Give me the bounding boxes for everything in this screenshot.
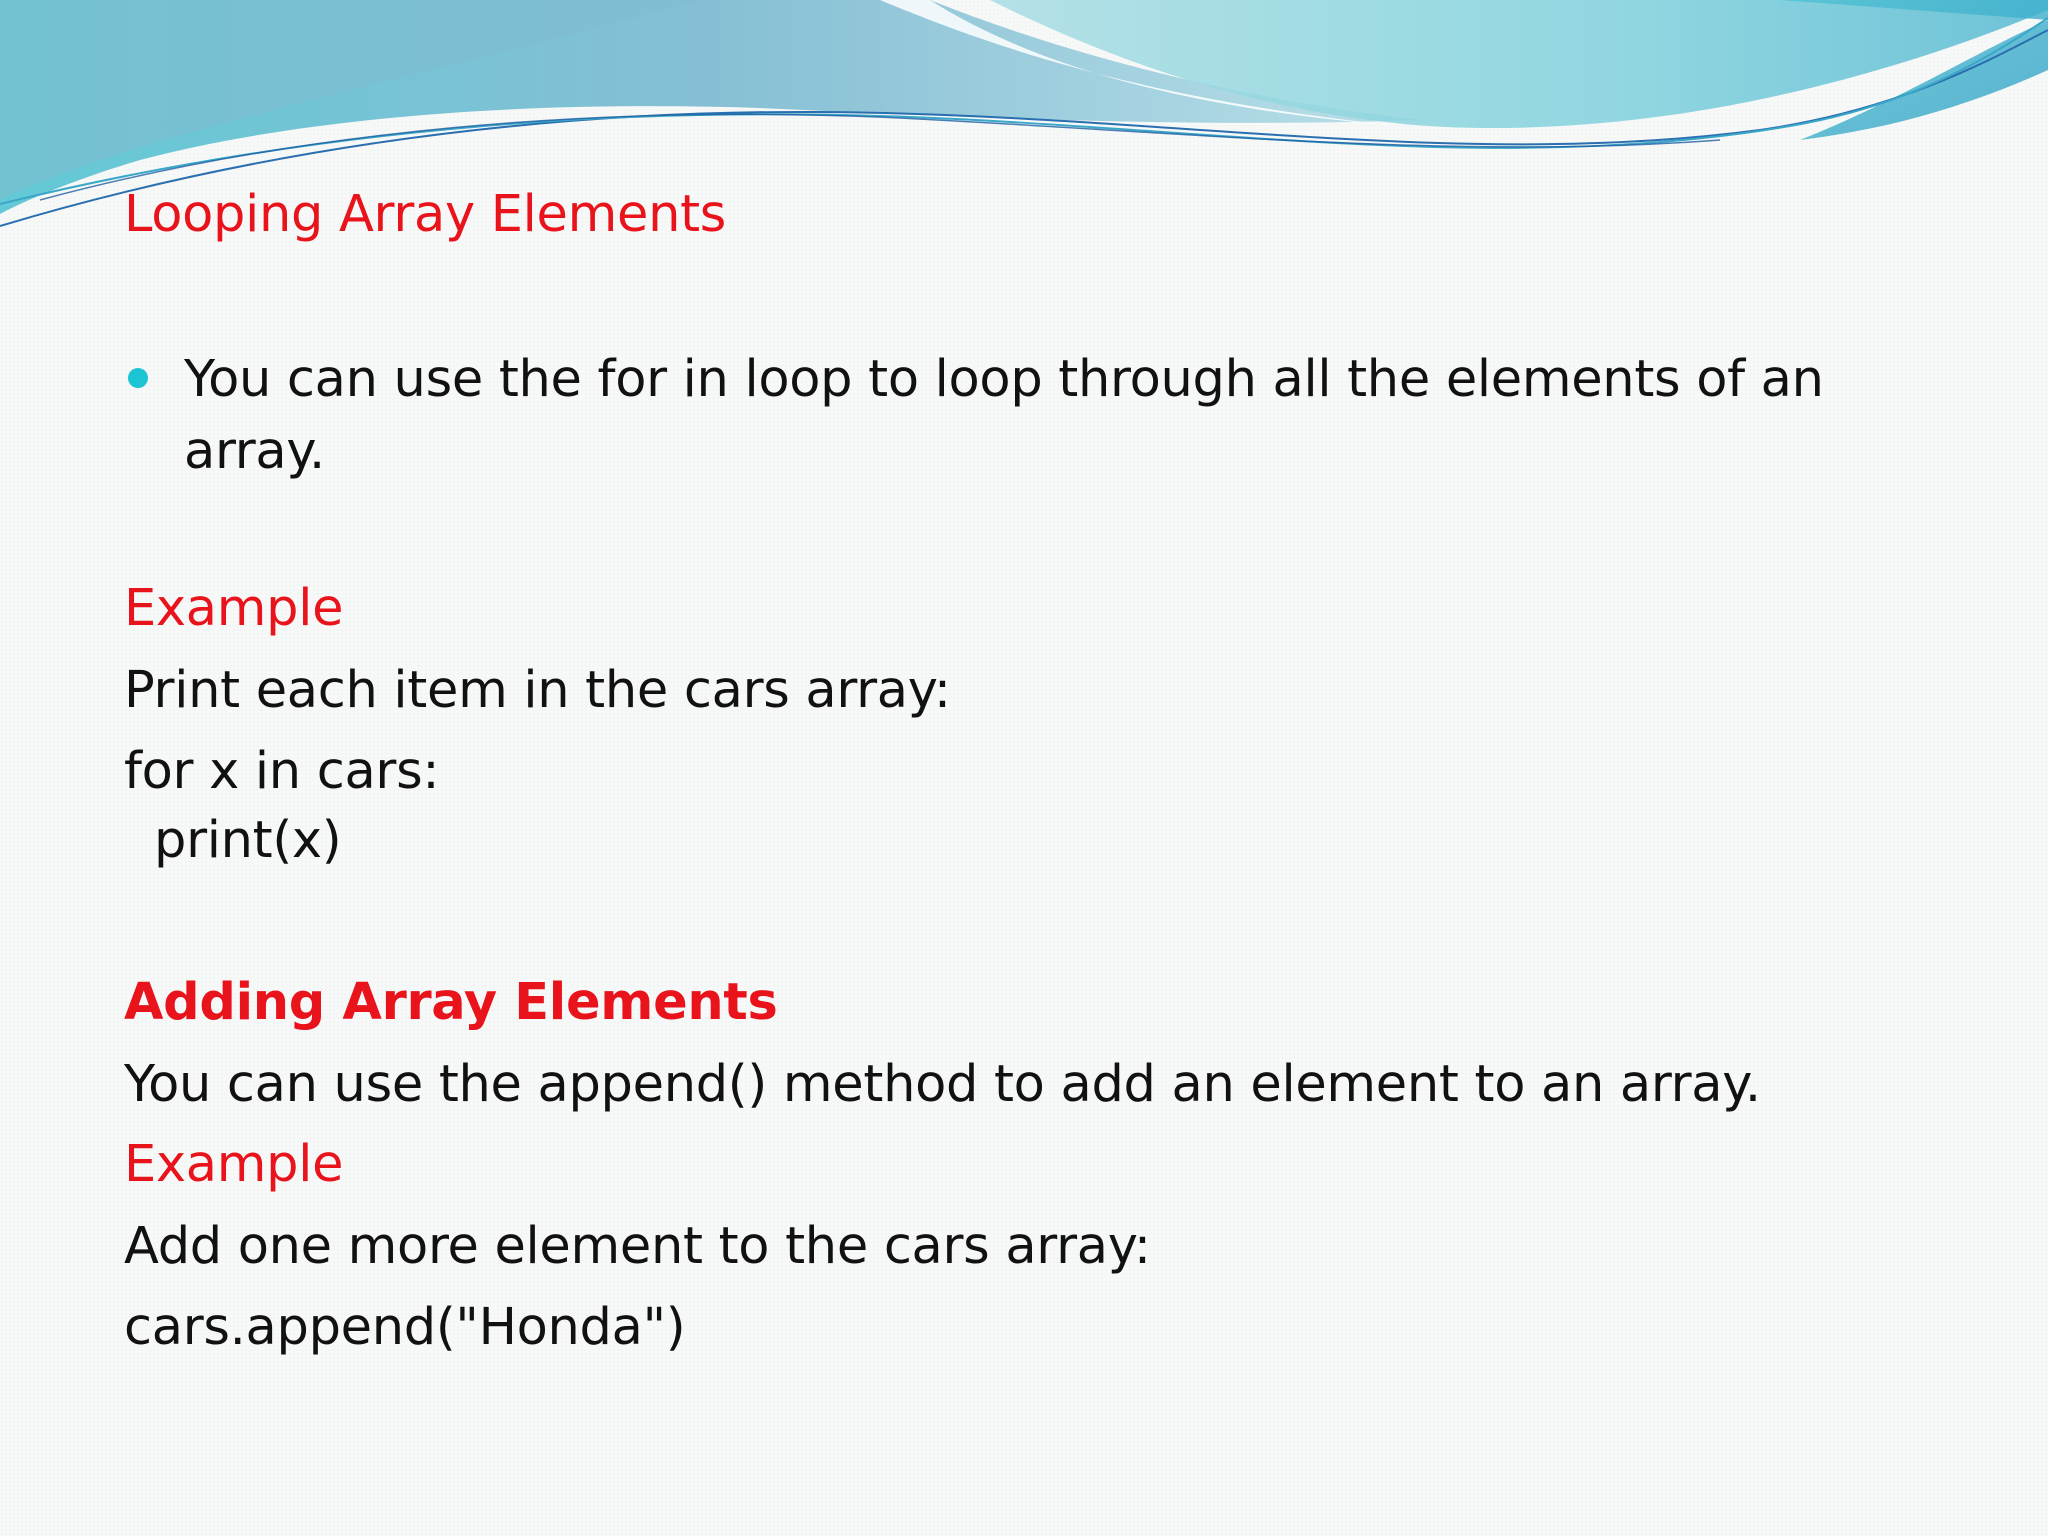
bullet-text: You can use the for in loop to loop through all the elements of an array. — [184, 350, 1824, 481]
add-description: Add one more element to the cars array: — [124, 1217, 1151, 1276]
example-label: Example — [124, 579, 344, 638]
append-description: You can use the append() method to add an element to an array. — [124, 1055, 1761, 1114]
code-line: for x in cars: — [124, 742, 440, 801]
section-heading: Adding Array Elements — [124, 973, 778, 1032]
print-description: Print each item in the cars array: — [124, 661, 951, 720]
code-line: print(x) — [154, 811, 342, 870]
example-label: Example — [124, 1135, 344, 1194]
slide-title: Looping Array Elements — [124, 185, 727, 244]
bullet-dot-icon — [128, 368, 148, 388]
code-line: cars.append("Honda") — [124, 1298, 686, 1357]
